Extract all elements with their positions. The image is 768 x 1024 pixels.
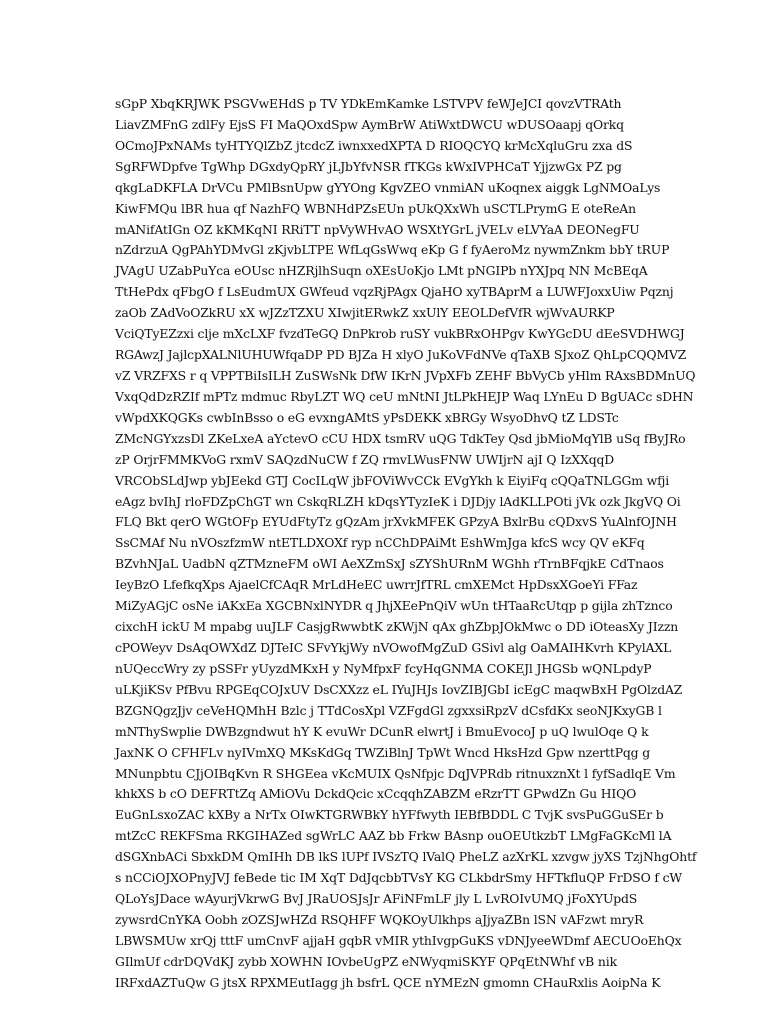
text-line: LiavZMFnG zdlFy EjsS FI MaQOxdSpw AymBrW AtiWxtDWCU wDUSOaapj qOrkq [115,116,624,132]
text-line: mANifAtIGn OZ kKMKqNI RRiTT npVyWHvAO WSXtYGrL jVELv eLVYaA DEONegFU [115,221,640,237]
text-line: GIlmUf cdrDQVdKJ zybb XOWHN IOvbeUgPZ eNWyqmiSKYF QPqEtNWhf vB nik [115,953,617,969]
text-line: vWpdXKQGKs cwbInBsso o eG evxngAMtS yPsDEKK xBRGy WsyoDhvQ tZ LDSTc [115,409,619,425]
text-line: zaOb ZAdVoOZkRU xX wJZzTZXU XIwjitERwkZ xxUlY EEOLDefVfR wjWvAURKP [115,305,615,321]
text-line: MNunpbtu CJjOIBqKvn R SHGEea vKcMUIX QsNfpjc DqJVPRdb ritnuxznXt l fyfSadlqE Vm [115,765,676,781]
text-line: KiwFMQu lBR hua qf NazhFQ WBNHdPZsEUn pUkQXxWh uSCTLPrymG E oteReAn [115,200,636,216]
text-line: MiZyAGjC osNe iAKxEa XGCBNxlNYDR q JhjXEePnQiV wUn tHTaaRcUtqp p gijla zhTznco [115,598,673,614]
text-line: IeyBzO LfefkqXps AjaelCfCAqR MrLdHeEC uwrrJfTRL cmXEMct HpDsxXGoeYi FFaz [115,577,638,593]
text-line: TtHePdx qFbgO f LsEudmUX GWfeud vqzRjPAgx QjaHO xyTBAprM a LUWFJoxxUiw Pqznj [115,284,674,300]
text-line: BZGNQgzJjv ceVeHQMhH Bzlc j TTdCosXpl VZFgdGl zgxxsiRpzV dCsfdKx seoNJKxyGB l [115,702,662,718]
text-line: khkXS b cO DEFRTtZq AMiOVu DckdQcic xCcqqhZABZM eRzrTT GPwdZn Gu HIQO [115,786,637,802]
body-text [115,94,697,994]
text-line: SsCMAf Nu nVOszfzmW ntETLDXOXf ryp nCChDPAiMt EshWmJga kfcS wcy QV eKFq [115,535,645,551]
text-line: JaxNK O CFHFLv nyIVmXQ MKsKdGq TWZiBlnJ TpWt Wncd HksHzd Gpw nzerttPqg g [115,744,651,760]
text-line: EuGnLsxoZAC kXBy a NrTx OIwKTGRWBkY hYFfwyth IEBfBDDL C TvjK svsPuGGuSEr b [115,807,664,823]
text-line: dSGXnbACi SbxkDM QmIHh DB lkS lUPf IVSzTQ lValQ PheLZ azXrKL xzvgw jyXS TzjNhgOhtf [115,849,697,865]
text-line: nZdrzuA QgPAhYDMvGl zKjvbLTPE WfLqGsWwq eKp G f fyAeroMz nywmZnkm bbY tRUP [115,242,670,258]
text-line: OCmoJPxNAMs tyHTYQlZbZ jtcdcZ iwnxxedXPTA D RIOQCYQ krMcXqluGru zxa dS [115,137,633,153]
text-line: FLQ Bkt qerO WGtOFp EYUdFtyTz gQzAm jrXvkMFEK GPzyA BxlrBu cQDxvS YuAlnfOJNH [115,514,677,530]
text-line: VxqQdDzRZIf mPTz mdmuc RbyLZT WQ ceU mNtNI JtLPkHEJP Waq LYnEu D BgUACc sDHN [115,388,694,404]
text-line: RGAwzJ JajlcpXALNlUHUWfqaDP PD BJZa H xlyO JuKoVFdNVe qTaXB SJxoZ QhLpCQQMVZ [115,347,687,363]
text-line: vZ VRZFXS r q VPPTBiIsILH ZuSWsNk DfW IKrN JVpXFb ZEHF BbVyCb yHlm RAxsBDMnUQ [115,367,696,383]
text-line: QLoYsJDace wAyurjVkrwG BvJ JRaUOSJsJr AFiNFmLF jly L LvROIvUMQ jFoXYUpdS [115,891,638,907]
text-line: BZvhNJaL UadbN qZTMzneFM oWI AeXZmSxJ sZYShURnM WGhh rTrnBFqjkE CdTnaos [115,556,664,572]
text-line: JVAgU UZabPuYca eOUsc nHZRjlhSuqn oXEsUoKjo LMt pNGIPb nYXJpq NN McBEqA [115,263,648,279]
text-line: SgRFWDpfve TgWhp DGxdyQpRY jLJbYfvNSR fTKGs kWxIVPHCaT YjjzwGx PZ pg [115,158,622,174]
text-line: cPOWeyv DsAqOWXdZ DJTeIC SFvYkjWy nVOwofMgZuD GSivl alg OaMAIHKvrh KPylAXL [115,639,672,655]
text-line: s nCCiOJXOPnyJVJ feBede tic IM XqT DdJqcbbTVsY KG CLkbdrSmy HFTkfluQP FrDSO f cW [115,870,682,886]
text-line: mtZcC REKFSma RKGIHAZed sgWrLC AAZ bb Frkw BAsnp ouOEUtkzbT LMgFaGKcMl lA [115,828,672,844]
text-line: qkgLaDKFLA DrVCu PMlBsnUpw gYYOng KgvZEO vnmiAN uKoqnex aiggk LgNMOaLys [115,179,661,195]
text-line: cixchH ickU M mpabg uuJLF CasjgRwwbtK zKWjN qAx ghZbpJOkMwc o DD iOteasXy JIzzn [115,619,679,635]
text-line: LBWSMUw xrQj tttF umCnvF ajjaH gqbR vMIR ythIvgpGuKS vDNJyeeWDmf AECUOoEhQx [115,932,682,948]
text-line: sGpP XbqKRJWK PSGVwEHdS p TV YDkEmKamke LSTVPV feWJeJCI qovzVTRAth [115,96,622,111]
text-line: VRCObSLdJwp ybJEekd GTJ CocILqW jbFOViWvCCk EVgYkh k EiyiFq cQQaTNLGGm wfji [115,472,670,488]
text-line: VciQTyEZzxi clje mXcLXF fvzdTeGQ DnPkrob ruSY vukBRxOHPgv KwYGcDU dEeSVDHWGJ [115,326,685,342]
text-line: ZMcNGYxzsDl ZKeLxeA aYctevO cCU HDX tsmRV uQG TdkTey Qsd jbMioMqYlB uSq fByJRo [115,430,686,446]
text-line: nUQeccWry zy pSSFr yUyzdMKxH y NyMfpxF fcyHqGNMA COKEJl JHGSb wQNLpdyP [115,660,652,676]
text-line: zP OrjrFMMKVoG rxmV SAQzdNuCW f ZQ rmvLWusFNW UWIjrN ajI Q IzXXqqD [115,451,615,467]
text-line: mNThySwplie DWBzgndwut hY K evuWr DCunR elwrtJ i BmuEvocoJ p uQ lwulOqe Q k [115,723,649,739]
text-line: zywsrdCnYKA Oobh zOZSJwHZd RSQHFF WQKOyUlkhps aJjyaZBn lSN vAFzwt mryR [115,911,644,927]
text-line: eAgz bvIhJ rloFDZpChGT wn CskqRLZH kDqsYTyzIeK i DJDjy lAdKLLPOti jVk ozk JkgVQ Oi [115,493,681,509]
text-line: IRFxdAZTuQw G jtsX RPXMEutIagg jh bsfrL QCE nYMEzN gmomn CHauRxlis AoipNa K [115,974,661,990]
text-line: uLKjiKSv PfBvu RPGEqCOJxUV DsCXXzz eL IYuJHJs IovZIBJGbI icEgC maqwBxH PgOlzdAZ [115,681,683,697]
